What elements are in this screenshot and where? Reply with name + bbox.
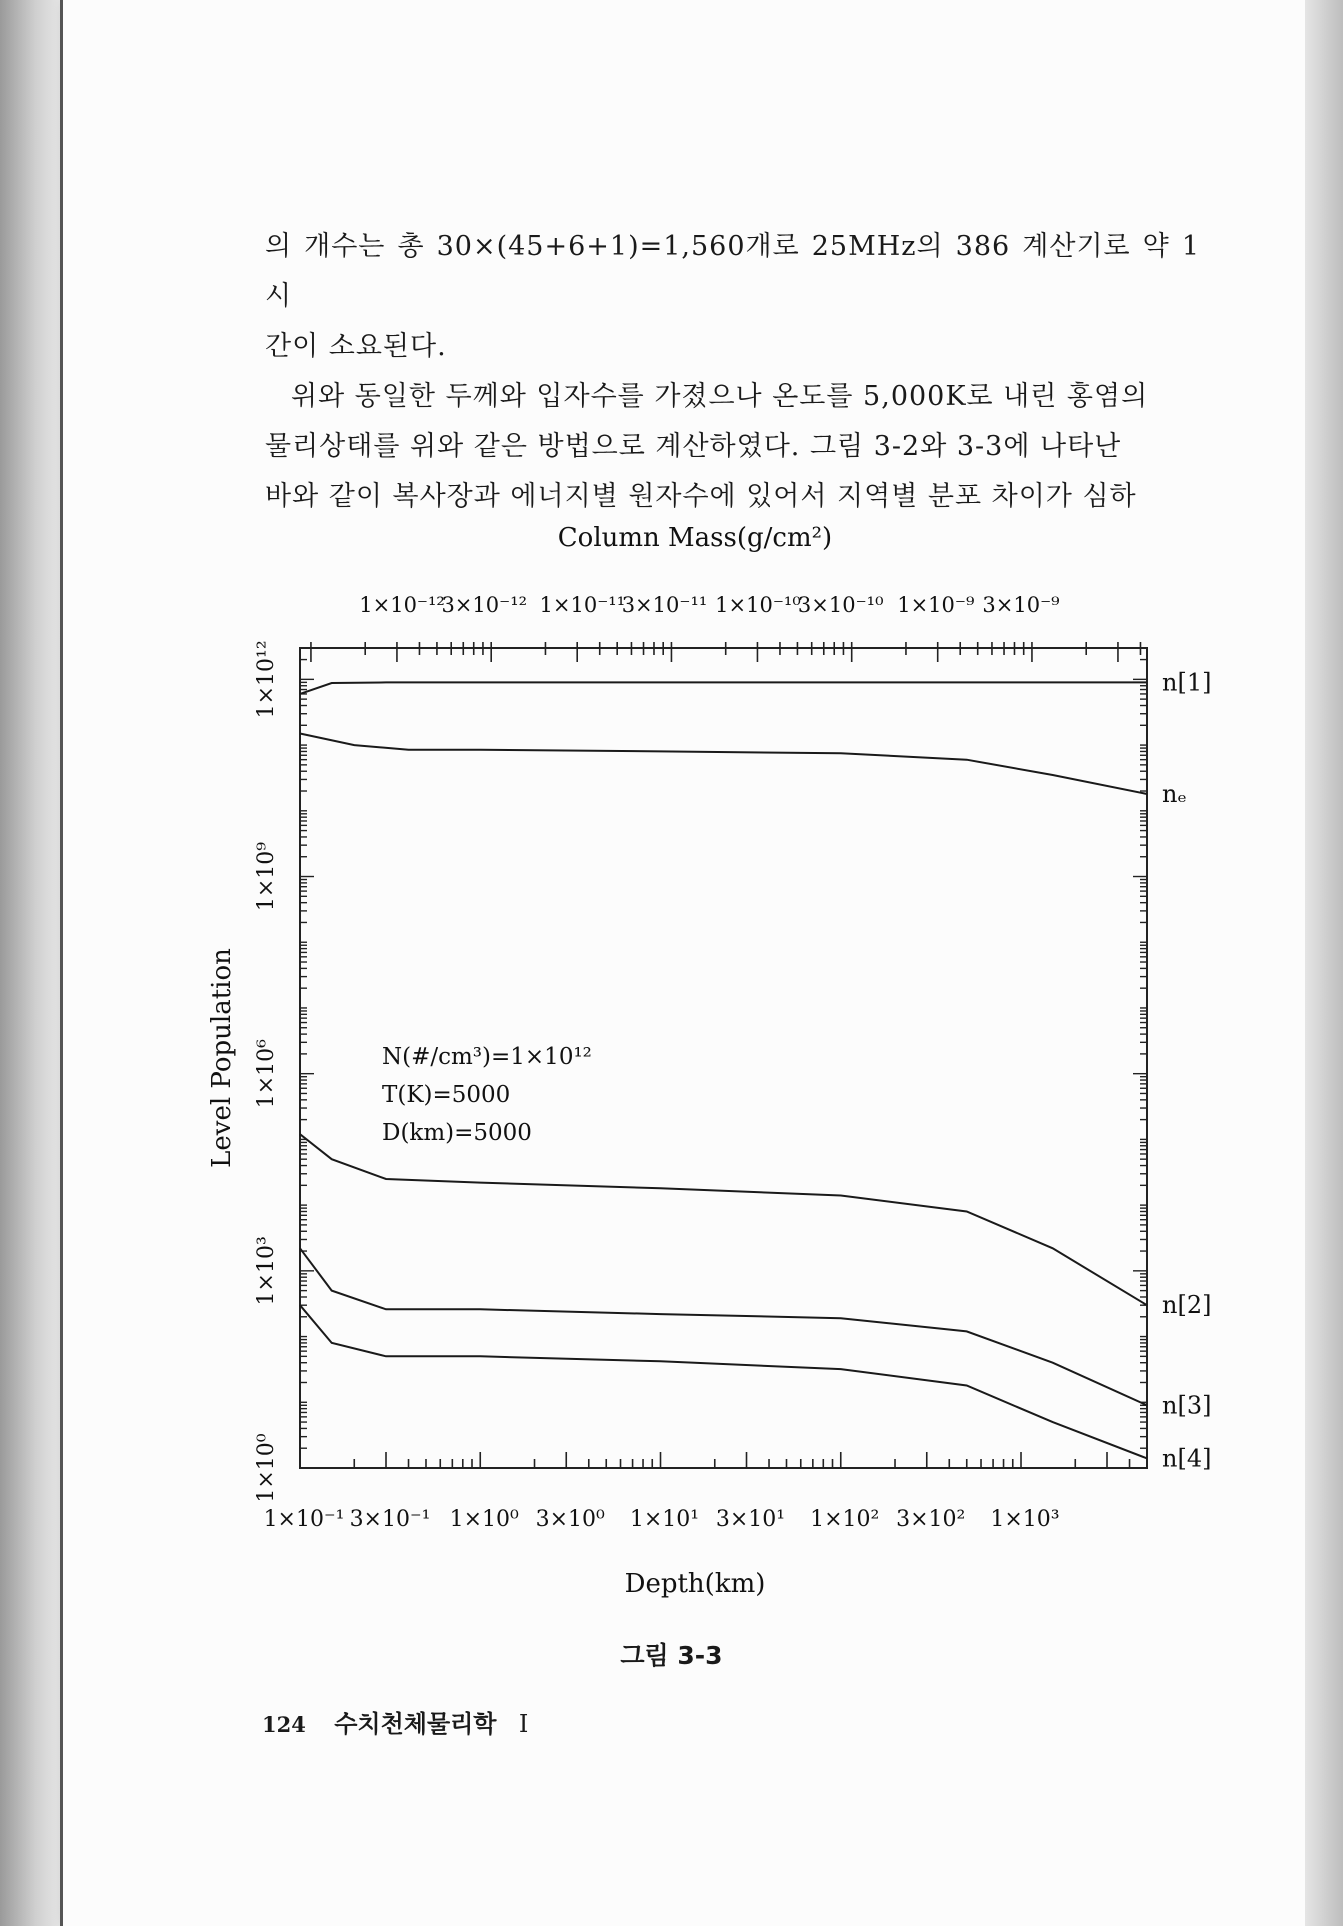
text-line: 물리상태를 위와 같은 방법으로 계산하였다. 그림 3-2와 3-3에 나타난 — [265, 431, 1122, 462]
y-tick-label: 1×10⁰ — [254, 1433, 279, 1503]
annotation-line: T(K)=5000 — [382, 1082, 511, 1108]
series-line — [300, 682, 1147, 694]
x-tick-label: 1×10² — [810, 1507, 880, 1532]
book-title: 수치천체물리학 — [334, 1710, 497, 1738]
annotation-line: N(#/cm³)=1×10¹² — [382, 1044, 592, 1070]
series-label: n[4] — [1162, 1444, 1212, 1473]
x2-tick-label: 3×10⁻¹¹ — [621, 593, 708, 617]
annotation-line: D(km)=5000 — [382, 1120, 532, 1146]
x2-tick-label: 1×10⁻⁹ — [897, 593, 975, 617]
x2-tick-label: 3×10⁻¹⁰ — [797, 593, 884, 617]
y-axis-title: Level Population — [207, 948, 237, 1168]
series-line — [300, 1134, 1147, 1305]
text-line: 의 개수는 총 30×(45+6+1)=1,560개로 25MHz의 386 계산기로 약 1시 — [265, 231, 1200, 312]
x-tick-label: 3×10² — [896, 1507, 966, 1532]
y-tick-label: 1×10¹² — [254, 640, 279, 719]
x-tick-label: 1×10³ — [990, 1507, 1060, 1532]
x2-tick-label: 1×10⁻¹⁰ — [715, 593, 801, 617]
series-line — [300, 734, 1147, 795]
page-footer — [262, 1704, 528, 1739]
series-label: n[2] — [1162, 1291, 1212, 1320]
x2-tick-label: 3×10⁻⁹ — [982, 593, 1060, 617]
x-axis-title: Depth(km) — [624, 1569, 766, 1599]
x2-tick-label: 3×10⁻¹² — [441, 593, 528, 617]
text-line: 위와 동일한 두께와 입자수를 가졌으나 온도를 5,000K로 내린 홍염의 — [291, 381, 1149, 412]
x-tick-label: 3×10⁻¹ — [349, 1507, 431, 1532]
page-number: 124 — [262, 1712, 306, 1737]
text-line: 간이 소요된다. — [265, 331, 447, 362]
series-line — [300, 1248, 1147, 1405]
x-tick-label: 1×10⁻¹ — [263, 1507, 345, 1532]
text-line: 바와 같이 복사장과 에너지별 원자수에 있어서 지역별 분포 차이가 심하 — [265, 481, 1137, 512]
series-line — [300, 1305, 1147, 1458]
x-tick-label: 1×10⁰ — [449, 1507, 519, 1532]
series-label: n[1] — [1162, 668, 1212, 697]
y-tick-label: 1×10⁶ — [254, 1039, 279, 1109]
x-tick-label: 3×10¹ — [715, 1507, 786, 1532]
y-tick-label: 1×10⁹ — [254, 841, 279, 912]
y-tick-label: 1×10³ — [254, 1236, 279, 1306]
series-label: n[3] — [1162, 1391, 1212, 1420]
figure-caption: 그림 3-3 — [620, 1641, 723, 1670]
x-tick-label: 1×10¹ — [629, 1507, 700, 1532]
series-label: nₑ — [1162, 780, 1187, 809]
volume-number: I — [518, 1710, 529, 1738]
x2-tick-label: 1×10⁻¹² — [359, 593, 445, 617]
x2-axis-title: Column Mass(g/cm²) — [557, 523, 833, 553]
x2-tick-label: 1×10⁻¹¹ — [539, 593, 626, 617]
x-tick-label: 3×10⁰ — [535, 1507, 605, 1532]
